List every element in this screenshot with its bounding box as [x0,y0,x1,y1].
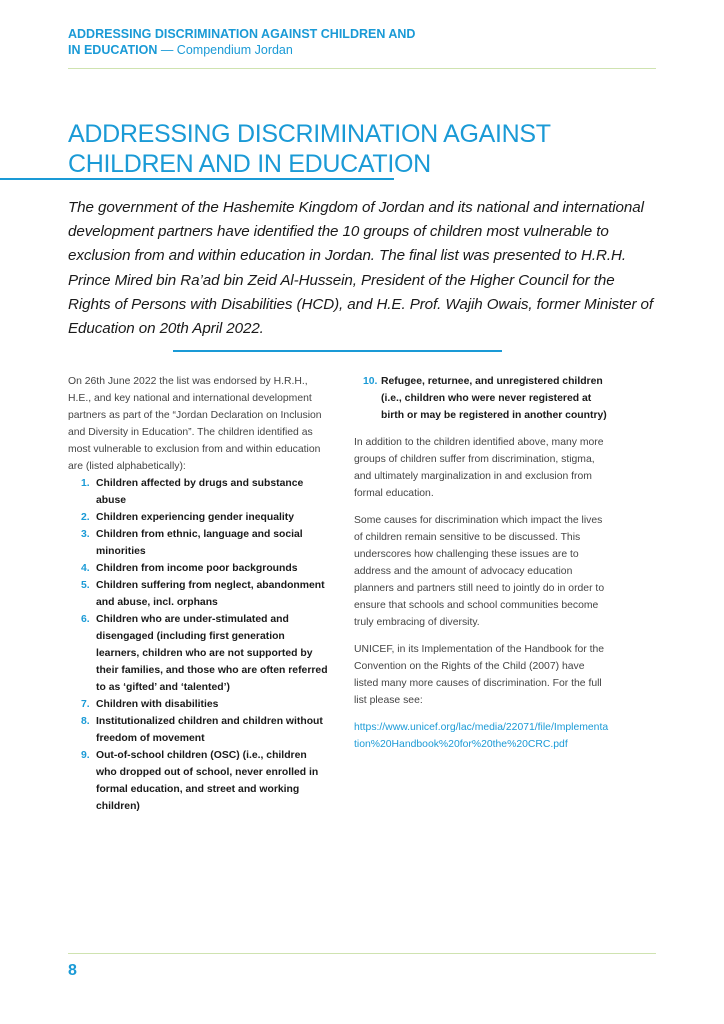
header-line-2-strong: IN EDUCATION [68,43,158,57]
header-line-2-light: — Compendium Jordan [157,43,293,57]
list-item-number: 10. [363,376,378,387]
list-item-number: 7. [81,699,90,710]
header-divider [68,68,656,69]
intro-paragraph: On 26th June 2022 the list was endorsed by H.R.H., H.E., and key national and international development partners as part of the “Jordan Declaration on Inclusion and Diversity in Education”. The children identified as most vulnerable to exclusion from and within education are (listed alphabetically): [68,376,322,472]
list-item-text: Children suffering from neglect, abandonment and abuse, incl. orphans [96,580,325,608]
left-column [68,373,330,815]
vulnerable-groups-list [68,475,330,815]
header-line-2 [68,42,658,58]
list-item-text: Institutionalized children and children without freedom of movement [96,716,323,744]
list-item-text: Children who are under-stimulated and disengaged (including first generation learners, children who are not supported by their families, and those who are often referred to as ‘gifted’ and ‘talented’) [96,614,328,693]
vulnerable-groups-list-continued [354,373,610,424]
lead-paragraph: The government of the Hashemite Kingdom of Jordan and its national and international development partners have identified the 10 groups of children most vulnerable to exclusion from and within education in Jordan. The final list was presented to H.R.H. Prince Mired bin Ra’ad bin Zeid Al-Hussein, President of the Higher Council for the Rights of Persons with Disabilities (HCD), and H.E. Prof. Wajih Owais, former Minister of Education on 20th April 2022. [68,199,653,338]
body-paragraph: Some causes for discrimination which impact the lives of children remain sensitive to be discussed. This underscores how challenging these issues are to address and the amount of advocacy education planners and partners still need to jointly do in order to ensure that schools and school communities become truly embracing of diversity. [354,515,605,628]
list-item-number: 2. [81,512,90,523]
list-item [68,475,330,509]
list-item-number: 8. [81,716,90,727]
list-item-text: Children affected by drugs and substance abuse [96,478,304,506]
title-underline [0,178,394,180]
lead-divider [173,350,502,352]
list-item-number: 4. [81,563,90,574]
list-item [68,713,330,747]
list-item-number: 9. [81,750,90,761]
list-item [354,373,610,424]
list-item-number: 6. [81,614,90,625]
list-item [68,611,330,696]
header-line-1: ADDRESSING DISCRIMINATION AGAINST CHILDREN AND [68,27,416,41]
list-item [68,560,330,577]
page-title-line-1: ADDRESSING DISCRIMINATION AGAINST [68,120,551,148]
list-item [68,526,330,560]
footer-divider [68,953,656,954]
list-item [68,696,330,713]
list-item-text: Children from ethnic, language and social minorities [96,529,303,557]
unicef-handbook-link[interactable]: https://www.unicef.org/lac/media/22071/file/Implementation%20Handbook%20for%20the%20CRC.pdf [354,722,609,750]
list-item-text: Children with disabilities [96,699,219,710]
list-item [68,509,330,526]
list-item [68,747,330,815]
body-paragraph: UNICEF, in its Implementation of the Handbook for the Convention on the Rights of the Child (2007) have listed many more causes of discrimination. For the full list please see: [354,644,605,706]
list-item-number: 1. [81,478,90,489]
page-number: 8 [68,962,77,979]
list-item-text: Out-of-school children (OSC) (i.e., children who dropped out of school, never enrolled in formal education, and street and working children) [96,750,319,812]
body-paragraph: In addition to the children identified above, many more groups of children suffer from discrimination, stigma, and ultimately marginalization in and exclusion from formal education. [354,437,604,499]
page-title-line-2: CHILDREN AND IN EDUCATION [68,150,431,178]
running-header [68,26,658,58]
list-item-text: Children experiencing gender inequality [96,512,295,523]
right-column [354,373,610,753]
list-item-text: Refugee, returnee, and unregistered children (i.e., children who were never registered at birth or may be registered in another country) [381,376,607,421]
page-title [68,119,668,179]
list-item-number: 3. [81,529,90,540]
list-item [68,577,330,611]
list-item-number: 5. [81,580,90,591]
list-item-text: Children from income poor backgrounds [96,563,298,574]
